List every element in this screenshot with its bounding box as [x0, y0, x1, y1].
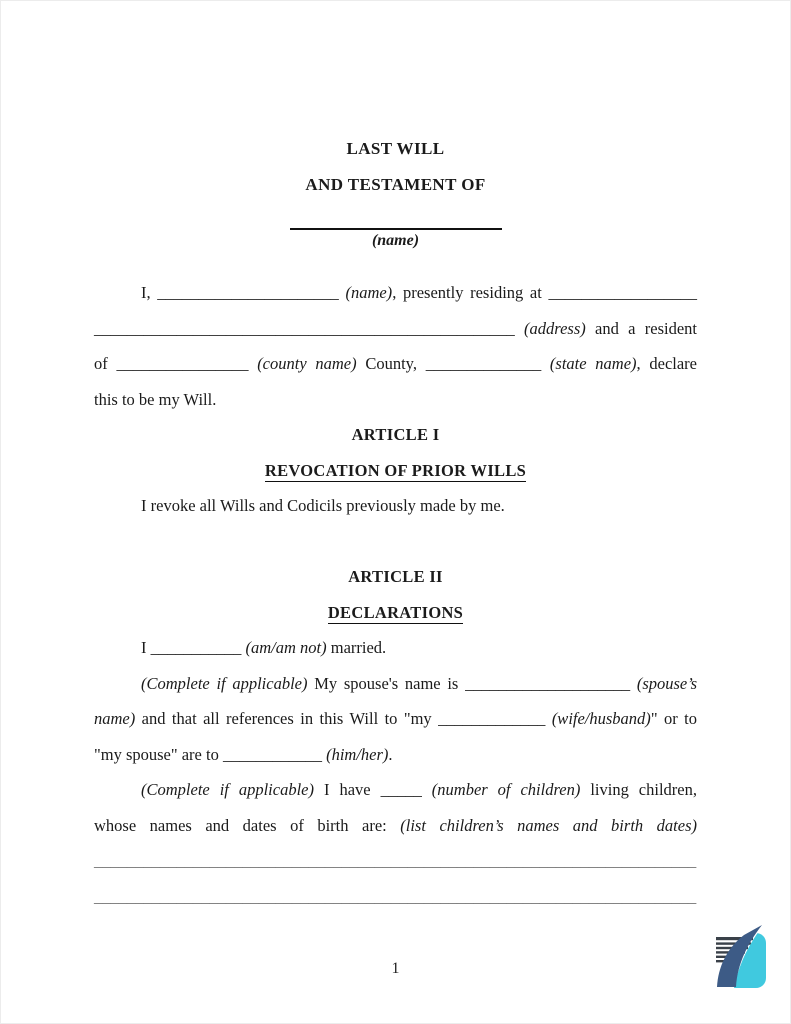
page-number: 1	[391, 960, 400, 977]
title-line-1: LAST WILL	[346, 139, 445, 158]
text-line	[94, 382, 697, 418]
italic-hint-text: (am/am not)	[245, 638, 327, 657]
text-segment: " or to	[650, 709, 697, 728]
text-segment: of	[94, 354, 117, 373]
text-line	[94, 346, 697, 382]
text-line	[94, 488, 697, 524]
blank-field[interactable]: _________________________________________________________________________	[94, 851, 697, 870]
article-1-heading: ARTICLE I	[351, 425, 440, 444]
blank-field[interactable]: ______________________	[157, 283, 339, 302]
text-line	[94, 666, 697, 702]
blank-field[interactable]: _____	[380, 780, 422, 799]
article-1-subheading	[94, 453, 697, 489]
text-line	[94, 737, 697, 773]
text-segment	[541, 354, 550, 373]
article-1-paragraph	[94, 488, 697, 524]
italic-hint-text: (address)	[524, 318, 586, 338]
text-segment: , presently residing at	[392, 283, 549, 302]
text-segment: I	[141, 638, 151, 657]
blank-field[interactable]: ________________	[116, 354, 249, 373]
text-segment: living children,	[580, 780, 697, 799]
text-line	[94, 808, 697, 844]
text-segment: and that all references in this Will to "my	[135, 709, 439, 728]
italic-hint-text: (Complete if applicable)	[141, 780, 314, 799]
children-blank-line	[94, 879, 697, 915]
text-segment: , declare	[636, 354, 697, 373]
text-segment: I revoke all Wills and Codicils previously made by me.	[141, 496, 505, 515]
name-caption: (name)	[371, 232, 420, 249]
blank-field[interactable]: ___________________________________________________	[94, 318, 515, 338]
text-segment: and a resident	[585, 318, 697, 338]
article-2-subheading-text: DECLARATIONS	[327, 602, 464, 622]
text-segment: whose names and dates of birth are:	[94, 815, 401, 835]
italic-hint-text: (number of children)	[431, 780, 581, 799]
text-segment	[515, 319, 524, 338]
text-line	[94, 311, 697, 347]
text-line	[94, 772, 697, 808]
article-1-subheading-text: REVOCATION OF PRIOR WILLS	[264, 460, 527, 480]
italic-hint-text: (list children’s names and birth dates)	[400, 815, 697, 835]
article-2-heading: ARTICLE II	[348, 567, 443, 586]
italic-hint-text: (Complete if applicable)	[141, 673, 308, 693]
text-line	[94, 701, 697, 737]
italic-hint-text: (county name)	[257, 354, 357, 373]
italic-hint-text: (him/her)	[326, 744, 389, 764]
title-line-2: AND TESTAMENT OF	[305, 174, 486, 194]
blank-field[interactable]: _____________	[438, 709, 546, 728]
blank-field[interactable]: _________________________________________________________________________	[94, 886, 697, 906]
children-blank-line	[94, 843, 697, 879]
text-line	[94, 275, 697, 311]
blank-field[interactable]: ____________	[222, 744, 322, 764]
article-2-subheading	[94, 595, 697, 631]
text-segment: .	[388, 744, 393, 764]
document-title-block	[1, 131, 790, 251]
opening-paragraph	[94, 275, 697, 417]
text-segment: I,	[141, 283, 158, 302]
blank-field[interactable]: ___________	[150, 638, 242, 657]
italic-hint-text: (spouse’s	[636, 673, 698, 693]
blank-field[interactable]: __________________	[548, 283, 698, 302]
text-segment	[630, 674, 637, 693]
text-segment: County,	[356, 354, 426, 373]
text-segment	[422, 780, 432, 799]
italic-hint-text: (state name)	[549, 354, 637, 373]
text-segment: "my spouse" are to	[94, 744, 223, 764]
document-body	[94, 275, 697, 914]
article-2-paragraphs	[94, 630, 697, 914]
text-segment: this to be my Will.	[94, 389, 217, 409]
italic-hint-text: name)	[94, 709, 136, 728]
blank-field[interactable]: ______________	[425, 354, 542, 373]
italic-hint-text: (name)	[345, 283, 393, 302]
text-segment	[248, 354, 257, 373]
text-segment: married.	[326, 638, 387, 657]
text-line	[94, 630, 697, 666]
italic-hint-text: (wife/husband)	[551, 709, 651, 728]
blank-field[interactable]: ____________________	[465, 673, 631, 693]
document-logo-icon	[708, 924, 770, 988]
text-segment: My spouse's name is	[307, 673, 466, 693]
text-segment: I have	[314, 780, 381, 799]
